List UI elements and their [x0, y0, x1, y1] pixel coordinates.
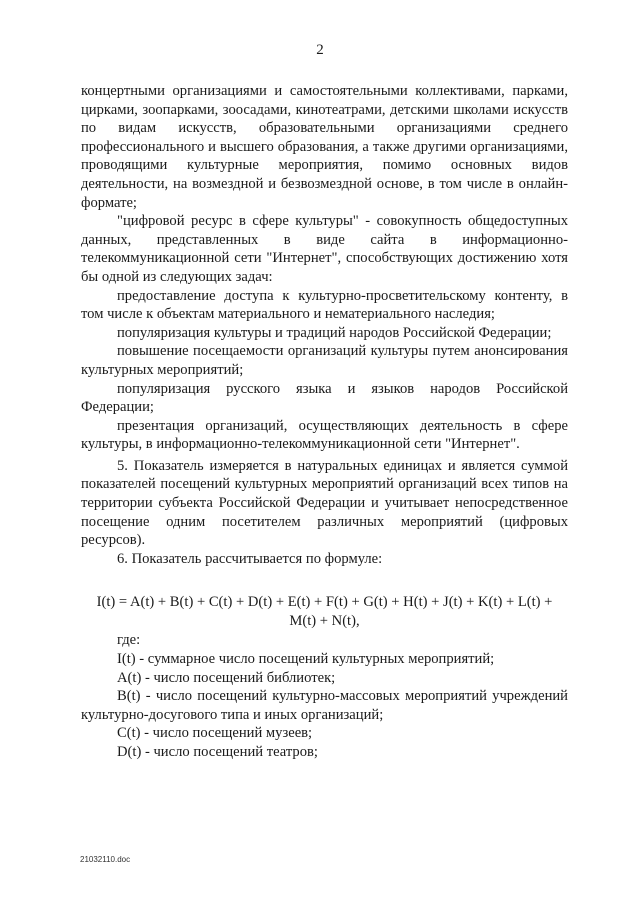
definition-item: A(t) - число посещений библиотек;	[117, 669, 336, 686]
page-number: 2	[316, 42, 324, 58]
file-name-footer: 21032110.doc	[80, 855, 131, 864]
definition-item: I(t) - суммарное число посещений культурных мероприятий;	[117, 651, 495, 668]
definition-item: B(t) - число посещений культурно-массовых мероприятий учреждений культурно-досугового типа и иных организаций;	[81, 688, 568, 723]
formula-line: M(t) + N(t),	[289, 613, 360, 630]
paragraph: 6. Показатель рассчитывается по формуле:	[117, 550, 383, 567]
paragraph: популяризация культуры и традиций народов Российской Федерации;	[117, 324, 552, 341]
definition-item: D(t) - число посещений театров;	[117, 744, 318, 760]
paragraph: повышение посещаемости организаций культуры путем анонсирования культурных мероприятий;	[81, 343, 568, 378]
paragraph: концертными организациями и самостоятельными коллективами, парками, цирками, зоопарками, зоосадами, кинотеатрами, детскими школами искусств по видам искусств, образовательными организациями среднего профессионального и высшего образования, а также другими организациями, проводящими культурные мероприятия, помимо основных видов деятельности, на возмездной и безвозмездной основе, в том числе в онлайн-формате;	[81, 83, 568, 211]
formula-line: I(t) = A(t) + B(t) + C(t) + D(t) + E(t) + F(t) + G(t) + H(t) + J(t) + K(t) + L(t) +	[96, 594, 553, 611]
formula	[81, 593, 568, 631]
paragraph: "цифровой ресурс в сфере культуры" - совокупность общедоступных данных, представленных в виде сайта в информационно-телекоммуникационной сети "Интернет", способствующих достижению хотя бы одной из следующих задач:	[81, 213, 568, 285]
document-body	[81, 82, 568, 762]
paragraph: презентация организаций, осуществляющих деятельность в сфере культуры, в информационно-телекоммуникационной сети "Интернет".	[81, 417, 568, 453]
where-label: где:	[117, 632, 141, 649]
paragraph: 5. Показатель измеряется в натуральных единицах и является суммой показателей посещений культурных мероприятий организаций всех типов на территории субъекта Российской Федерации и учитывает непосредственное посещение одним посетителем различных мероприятий (цифровых ресурсов).	[81, 457, 568, 549]
definition-item: C(t) - число посещений музеев;	[117, 725, 313, 742]
paragraph: предоставление доступа к культурно-просветительскому контенту, в том числе к объектам материального и нематериального наследия;	[81, 287, 568, 323]
paragraph: популяризация русского языка и языков народов Российской Федерации;	[81, 380, 568, 416]
